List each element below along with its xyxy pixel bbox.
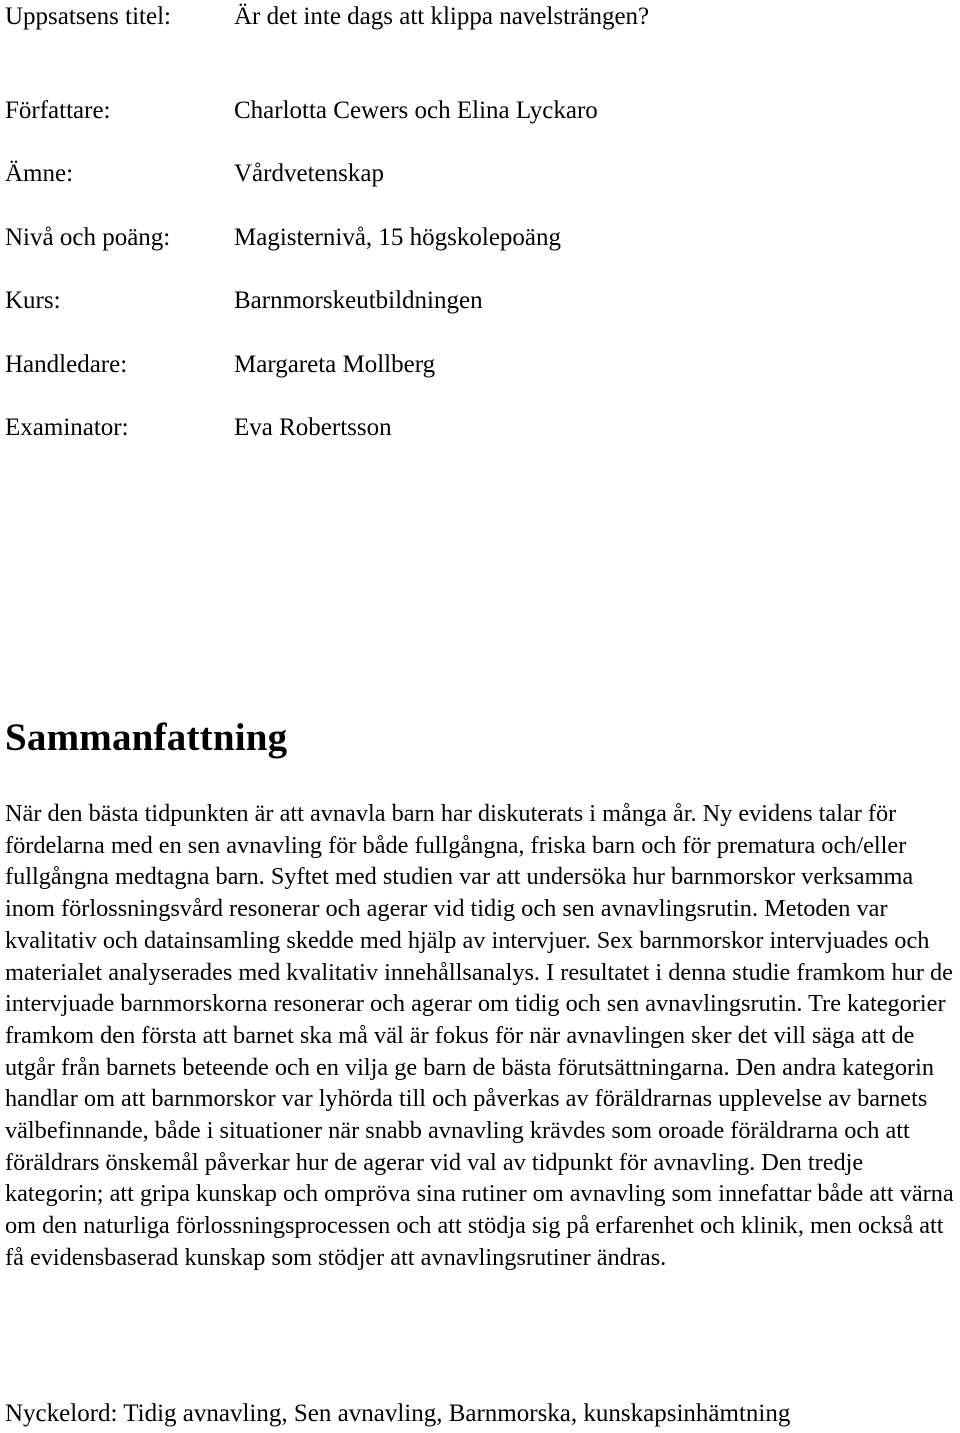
supervisor-value: Margareta Mollberg [234, 351, 436, 378]
author-label: Författare: [5, 97, 111, 124]
examiner-value: Eva Robertsson [234, 414, 392, 441]
supervisor-label: Handledare: [5, 351, 128, 378]
summary-heading: Sammanfattning [5, 716, 288, 759]
title-value: Är det inte dags att klippa navelsträngen? [234, 3, 650, 30]
subject-value: Vårdvetenskap [234, 160, 384, 187]
author-value: Charlotta Cewers och Elina Lyckaro [234, 97, 598, 124]
summary-body: När den bästa tidpunkten är att avnavla barn har diskuterats i många år. Ny evidens talar för fördelarna med en sen avnavling för både fullgångna, friska barn och för prematura och/eller fullgångna medtagna barn. Syftet med studien var att undersöka hur barnmorskor verksamma inom förlossningsvård resonerar och agerar vid tidig och sen avnavlingsrutin. Metoden var kvalitativ och datainsamling skedde med hjälp av intervjuer. Sex barnmorskor intervjuades och materialet analyserades med kvalitativ innehållsanalys. I resultatet i denna studie framkom hur de intervjuade barnmorskorna resonerar och agerar om tidig och sen avnavlingsrutin. Tre kategorier framkom den första att barnet ska må väl är fokus för när avnavlingen sker det vill säga att de utgår från barnets beteende och en vilja ge barn de bästa förutsättningarna. Den andra kategorin handlar om att barnmorskor var lyhörda till och påverkas av föräldrarnas upplevelse av barnets välbefinnande, både i situationer när snabb avnavling krävdes som oroade föräldrarna och att föräldrars önskemål påverkar hur de agerar vid val av tidpunkt för avnavling. Den tredje kategorin; att gripa kunskap och ompröva sina rutiner om avnavling som innefattar både att värna om den naturliga förlossningsprocessen och att stödja sig på erfarenhet och klinik, men också att få evidensbaserad kunskap som stödjer att avnavlingsrutiner ändras. [5, 800, 954, 1271]
level-value: Magisternivå, 15 högskolepoäng [234, 224, 562, 251]
course-label: Kurs: [5, 287, 61, 314]
keywords-line: Nyckelord: Tidig avnavling, Sen avnavling, Barnmorska, kunskapsinhämtning [5, 1400, 791, 1427]
level-label: Nivå och poäng: [5, 224, 171, 251]
title-label: Uppsatsens titel: [5, 3, 171, 30]
subject-label: Ämne: [5, 160, 74, 187]
course-value: Barnmorskeutbildningen [234, 287, 483, 314]
examiner-label: Examinator: [5, 414, 129, 441]
